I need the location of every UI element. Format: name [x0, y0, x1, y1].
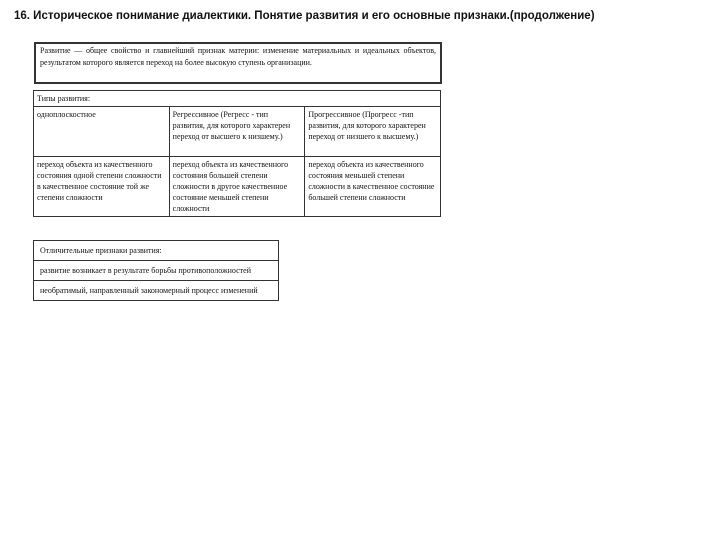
- table-row: [34, 281, 279, 301]
- table-cell: необратимый, направленный закономерный процесс изменений: [34, 281, 279, 301]
- table-cell: переход объекта из качественного состояния меньшей степени сложности в качественное состояние большей степени сложности: [305, 157, 441, 217]
- signs-table: [33, 240, 279, 301]
- table-row: [34, 107, 441, 157]
- table-cell: переход объекта из качественного состояния одной степени сложности в качественное состояние той же степени сложности: [34, 157, 170, 217]
- types-table: [33, 90, 441, 217]
- types-header: Типы развития:: [34, 91, 441, 107]
- table-row: [34, 261, 279, 281]
- page-title: 16. Историческое понимание диалектики. Понятие развития и его основные признаки.(продолжение): [14, 10, 595, 22]
- table-row: [34, 157, 441, 217]
- definition-box: Развитие — общее свойство и главнейший признак материи: изменение материальных и идеальных объектов, результатом которого является переход на более высокую ступень организации.: [34, 42, 442, 84]
- table-cell: переход объекта из качественного состояния большей степени сложности в другое качественное состояние меньшей степени сложности: [169, 157, 305, 217]
- table-cell: одноплоскостное: [34, 107, 170, 157]
- signs-header: Отличительные признаки развития:: [34, 241, 279, 261]
- table-cell: Регрессивное (Регресс - тип развития, для которого характерен переход от высшего к низшему.): [169, 107, 305, 157]
- table-cell: Прогрессивное (Прогресс -тип развития, для которого характерен переход от низшего к высшему.): [305, 107, 441, 157]
- table-cell: развитие возникает в результате борьбы противоположностей: [34, 261, 279, 281]
